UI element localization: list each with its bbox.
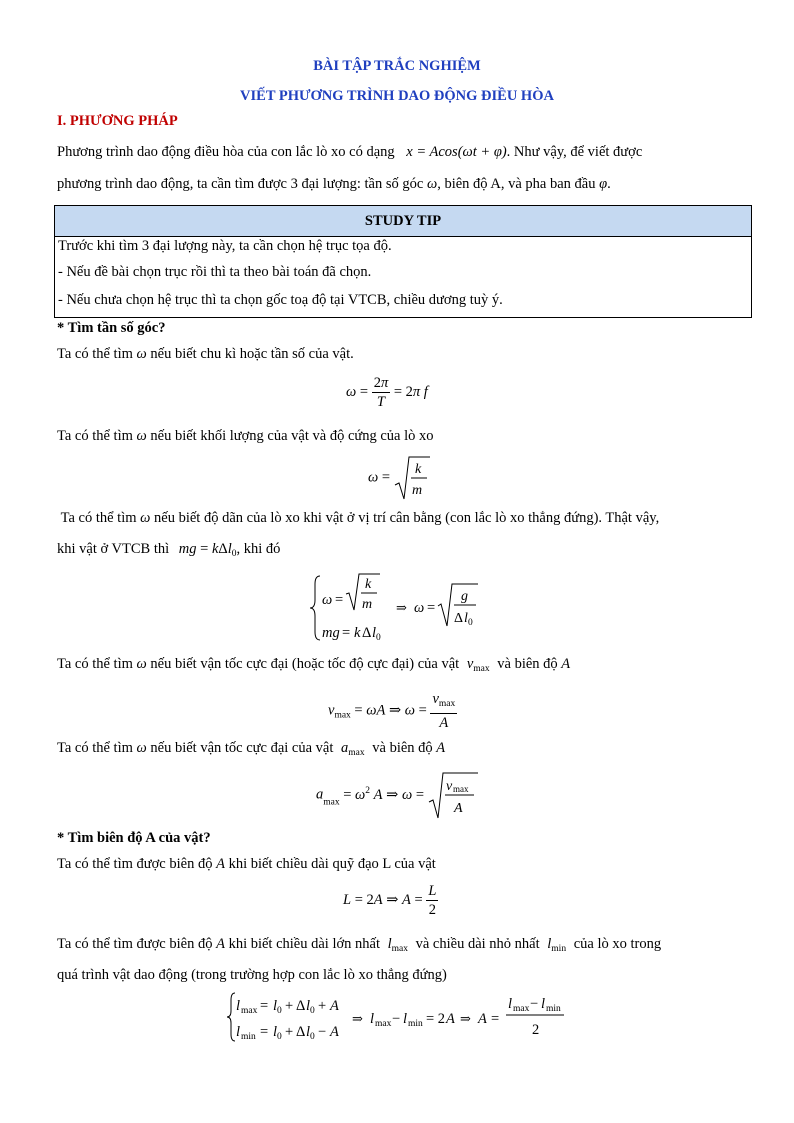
- p2-text-b: nếu biết khối lượng của vật và độ cứng của lò xo: [150, 428, 434, 444]
- svg-text:=: =: [260, 1024, 269, 1040]
- svg-text:0: 0: [277, 1032, 282, 1042]
- p1-text-b: nếu biết chu kì hoặc tần số của vật.: [150, 346, 354, 362]
- svg-text:l: l: [370, 1011, 375, 1027]
- svg-text:+: +: [318, 998, 327, 1014]
- svg-text:=: =: [427, 600, 436, 616]
- paragraph-lmax-lmin-line-1: Ta có thể tìm được biên độ A khi biết chiều dài lớn nhất $l_{max}$ và chiều dài nhỏ nhất $l_{min}$ của lò xo trong: [57, 936, 662, 954]
- svg-text:0: 0: [376, 633, 381, 643]
- svg-text:mg: mg: [322, 625, 340, 641]
- svg-text:l: l: [541, 996, 546, 1012]
- svg-text:max: max: [513, 1004, 530, 1014]
- p5-text-a: Ta có thể tìm: [57, 740, 133, 756]
- svg-text:l: l: [236, 998, 241, 1014]
- svg-text:A: A: [330, 998, 339, 1014]
- omega-symbol: ω: [136, 346, 147, 362]
- svg-text:⇒: ⇒: [396, 601, 407, 616]
- svg-text:min: min: [408, 1019, 423, 1029]
- svg-text:l: l: [236, 1024, 241, 1040]
- svg-text:m: m: [362, 597, 373, 612]
- omega-symbol: ω: [136, 656, 147, 672]
- intro-formula: x = Acos(ωt + φ): [406, 144, 507, 160]
- svg-text:=: =: [491, 1011, 500, 1027]
- svg-text:m: m: [411, 483, 422, 498]
- svg-text:k: k: [354, 625, 361, 641]
- section-heading-method: I. PHƯƠNG PHÁP: [57, 113, 178, 129]
- paragraph-trajectory: Ta có thể tìm được biên độ A khi biết chiều dài quỹ đạo L của vật: [57, 856, 436, 872]
- paragraph-lmax-lmin-line-2: quá trình vật dao động (trong trường hợp con lắc lò xo thẳng đứng): [57, 967, 447, 983]
- study-tip-box: [54, 205, 752, 318]
- intro-text-c: phương trình dao động, ta cần tìm được 3 đại lượng: tần số góc: [57, 176, 424, 192]
- svg-text:l: l: [372, 625, 377, 641]
- svg-text:0: 0: [310, 1032, 315, 1042]
- formula-system-omega-g: [310, 572, 490, 644]
- p7-text-d: của lò xo trong: [573, 936, 662, 952]
- svg-text:A: A: [453, 801, 463, 816]
- omega-symbol: ω: [426, 176, 438, 192]
- study-tip-line-1: Trước khi tìm 3 đại lượng này, ta cần chọn hệ trục tọa độ.: [58, 238, 392, 254]
- p4-text-c: và biên độ: [497, 656, 558, 672]
- svg-text:2: 2: [532, 1022, 540, 1038]
- formula-omega-amax: $a_{max} = \omega^2$ A ⇒ ω = v max A: [316, 770, 478, 820]
- p7-text-a: Ta có thể tìm được biên độ: [57, 936, 213, 952]
- p7-text-c: và chiều dài nhỏ nhất: [415, 936, 540, 952]
- svg-text:Δ: Δ: [362, 625, 372, 641]
- p2-text-a: Ta có thể tìm: [57, 428, 133, 444]
- svg-text:+: +: [285, 998, 294, 1014]
- formula-amplitude-lmax-lmin: [226, 990, 576, 1048]
- svg-text:l: l: [306, 1024, 311, 1040]
- svg-text:0: 0: [468, 618, 473, 628]
- svg-text:+: +: [285, 1024, 294, 1040]
- formula-omega-vmax: $v_{max} = \omega A$ ⇒ ω = $\frac{v_{max}}{A}$: [328, 691, 456, 731]
- svg-text:l: l: [273, 998, 278, 1014]
- p1-text-a: Ta có thể tìm: [57, 346, 133, 362]
- p3-text-b: nếu biết độ dãn của lò xo khi vật ở vị trí cân bằng (con lắc lò xo thẳng đứng). Thật vậy,: [154, 510, 660, 526]
- svg-text:l: l: [403, 1011, 408, 1027]
- intro-text-b: . Như vậy, để viết được: [506, 144, 643, 160]
- svg-text:A: A: [446, 1011, 455, 1027]
- paragraph-period: [57, 346, 354, 363]
- document-subtitle: VIẾT PHƯƠNG TRÌNH DAO ĐỘNG ĐIỀU HÒA: [240, 88, 554, 104]
- formula-omega-period: ω = $\frac{2\pi}{T}$ = 2π f: [346, 375, 428, 410]
- sqrt-sign: [394, 455, 430, 501]
- svg-text:=: =: [335, 592, 344, 608]
- svg-text:l: l: [464, 611, 468, 626]
- study-tip-header: STUDY TIP: [55, 206, 751, 237]
- svg-text:k: k: [414, 462, 421, 477]
- svg-text:k: k: [365, 577, 372, 592]
- svg-text:max: max: [241, 1006, 258, 1016]
- formula-amplitude-trajectory: L = 2A ⇒ A = $\frac{L}{2}$: [343, 883, 437, 918]
- p6-text-a: Ta có thể tìm được biên độ: [57, 856, 213, 872]
- svg-text:=: =: [342, 625, 351, 641]
- svg-text:−: −: [530, 996, 539, 1012]
- p5-text-b: nếu biết vận tốc cực đại của vật: [150, 740, 334, 756]
- document-title: BÀI TẬP TRẮC NGHIỆM: [313, 58, 481, 74]
- svg-text:max: max: [375, 1019, 392, 1029]
- svg-text:−: −: [392, 1011, 401, 1027]
- svg-text:v: v: [445, 779, 452, 794]
- svg-text:= 2: = 2: [426, 1011, 446, 1027]
- omega-symbol: ω: [140, 510, 151, 526]
- svg-text:A: A: [330, 1024, 339, 1040]
- study-tip-line-2: - Nếu đề bài chọn trục rồi thì ta theo bài toán đã chọn.: [58, 264, 372, 280]
- svg-text:Δ: Δ: [296, 998, 306, 1014]
- svg-text:max: max: [452, 784, 469, 794]
- intro-text-a: Phương trình dao động điều hòa của con lắc lò xo có dạng: [57, 144, 395, 160]
- svg-text:=: =: [260, 998, 269, 1014]
- svg-text:Δ: Δ: [454, 611, 464, 626]
- omega-symbol: ω: [136, 428, 147, 444]
- p3-text-c: khi vật ở VTCB thì: [57, 541, 170, 557]
- paragraph-extension-line-1: [57, 510, 659, 527]
- p7-text-b: khi biết chiều dài lớn nhất: [228, 936, 380, 952]
- svg-text:min: min: [241, 1032, 256, 1042]
- svg-text:Δ: Δ: [296, 1024, 306, 1040]
- omega-symbol: ω: [136, 740, 147, 756]
- svg-text:l: l: [273, 1024, 278, 1040]
- svg-text:g: g: [461, 589, 468, 604]
- svg-text:ω: ω: [322, 592, 333, 608]
- svg-text:l: l: [508, 996, 513, 1012]
- svg-text:min: min: [546, 1004, 561, 1014]
- paragraph-extension-line-2: khi vật ở VTCB thì mg = kΔl$_0$, khi đó: [57, 541, 281, 559]
- p4-text-b: nếu biết vận tốc cực đại (hoặc tốc độ cực đại) của vật: [150, 656, 460, 672]
- intro-line-2: [57, 176, 611, 193]
- heading-find-amplitude-text: * Tìm biên độ A của vật?: [57, 830, 211, 846]
- svg-text:0: 0: [277, 1006, 282, 1016]
- paragraph-amax: Ta có thể tìm ω nếu biết vận tốc cực đại của vật $a_{max}$ và biên độ A: [57, 740, 446, 758]
- p6-text-b: khi biết chiều dài quỹ đạo L của vật: [228, 856, 436, 872]
- p3-text-d: , khi đó: [236, 541, 281, 557]
- intro-period: .: [607, 176, 611, 192]
- sqrt-sign: [428, 770, 478, 820]
- paragraph-mass-stiffness: [57, 428, 434, 445]
- p3-text-a: Ta có thể tìm: [60, 510, 137, 526]
- paragraph-vmax: Ta có thể tìm ω nếu biết vận tốc cực đại (hoặc tốc độ cực đại) của vật $v_{max}$ và biên độ A: [57, 656, 571, 674]
- study-tip-line-3: - Nếu chưa chọn hệ trục thì ta chọn gốc toạ độ tại VTCB, chiều dương tuỳ ý.: [58, 292, 503, 308]
- svg-text:⇒: ⇒: [460, 1012, 471, 1027]
- intro-line-1: [57, 144, 642, 161]
- p4-text-a: Ta có thể tìm: [57, 656, 133, 672]
- svg-text:A: A: [478, 1011, 487, 1027]
- formula-omega-km: ω = k m: [368, 455, 430, 501]
- heading-find-omega: * Tìm tần số góc?: [57, 320, 166, 336]
- svg-text:l: l: [306, 998, 311, 1014]
- svg-text:ω: ω: [414, 600, 425, 616]
- phi-symbol: φ: [599, 176, 608, 192]
- svg-text:0: 0: [310, 1006, 315, 1016]
- svg-text:−: −: [318, 1024, 327, 1040]
- intro-text-d: , biên độ A, và pha ban đầu: [437, 176, 596, 192]
- svg-text:⇒: ⇒: [352, 1012, 363, 1027]
- heading-find-amplitude: [57, 830, 211, 847]
- p5-text-c: và biên độ: [372, 740, 433, 756]
